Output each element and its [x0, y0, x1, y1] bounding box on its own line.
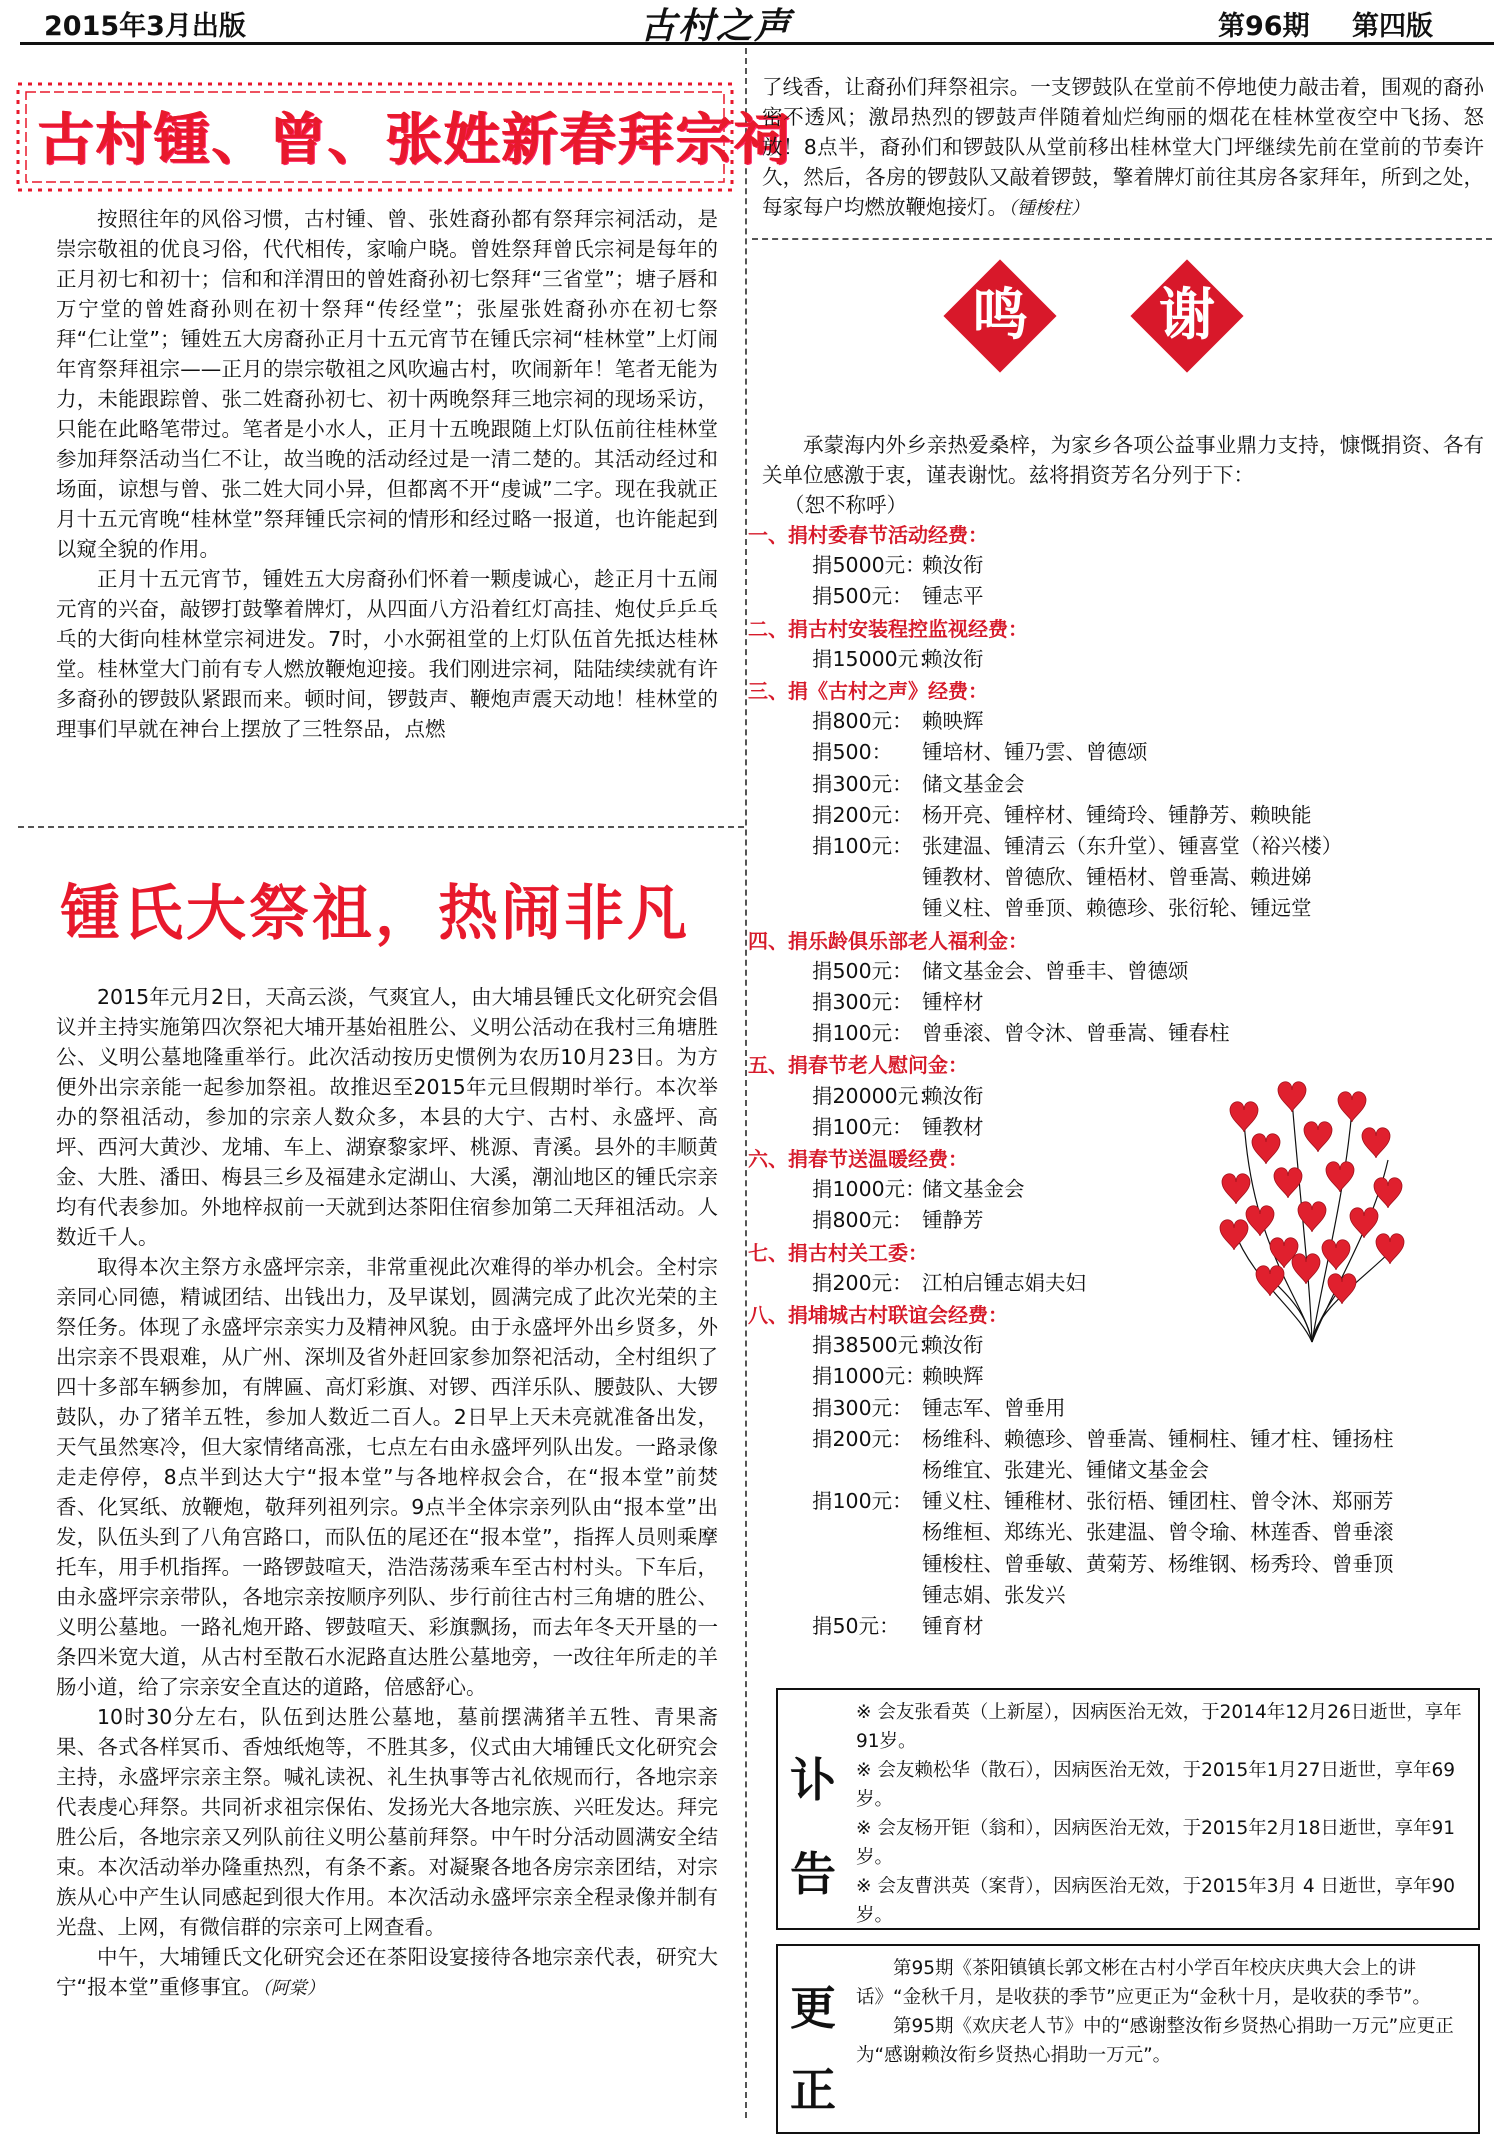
- article2-paragraph: 2015年元月2日，天高云淡，气爽宜人，由大埔县锺氏文化研究会倡议并主持实施第四次祭祀大埔开基始祖胜公、义明公活动在我村三角塘胜公、义明公墓地隆重举行。此次活动按历史惯例为农历10月23日。为方便外出宗亲能一起参加祭祖。故推迟至2015年元旦假期时举行。本次举办的祭祖活动，参加的宗亲人数众多，本县的大宁、古村、永盛坪、高坪、西河大黄沙、龙埔、车上、湖寮黎家坪、桃源、青溪。县外的丰顺黄金、大胜、潘田、梅县三乡及福建永定湖山、大溪，潮汕地区的锺氏宗亲均有代表参加。外地梓叔前一天就到达茶阳住宿参加第二天拜祖活动。人数近千人。: [56, 985, 718, 1249]
- donation-row: [812, 1081, 984, 1111]
- thanks-char-1: 鸣: [972, 283, 1028, 348]
- thanks-intro-text: 承蒙海内外乡亲热爱桑梓，为家乡各项公益事业鼎力支持，慷慨捐资、各有关单位感激于衷，谨表谢忱。兹将捐资芳名分列于下：: [762, 433, 1484, 487]
- donation-row: [812, 706, 984, 736]
- donation-row: [812, 862, 1312, 892]
- donation-category-heading: 三、捐《古村之声》经费：: [748, 679, 988, 703]
- donation-amount: 捐500元：: [812, 958, 913, 983]
- donation-amount: 捐100元：: [812, 834, 913, 858]
- donor-names: 杨开亮、锺梓材、锺绮玲、锺静芳、赖映能: [922, 802, 1312, 827]
- donor-names: 锺静芳: [922, 1208, 984, 1233]
- article2-title: 锺氏大祭祖，热闹非凡: [60, 879, 690, 949]
- page-number: 第四版: [1352, 11, 1433, 42]
- donation-row: [812, 1205, 984, 1235]
- obituary-item: ※ 会友杨开钜（翁和），因病医治无效，于2015年2月18日逝世，享年91岁。: [856, 1818, 1456, 1868]
- obituary-item: ※ 会友曹洪英（案背），因病医治无效，于2015年3月 4 日逝世，享年90岁。: [856, 1876, 1456, 1926]
- publish-date: 2015年3月出版: [44, 11, 246, 42]
- donation-row: [812, 1424, 1394, 1454]
- thanks-intro: [762, 430, 1484, 520]
- donation-row: [812, 737, 1148, 767]
- correction-label-2: 正: [790, 2063, 836, 2117]
- donor-names: 锺志娟、张发兴: [922, 1582, 1066, 1607]
- donation-category-heading: 八、捐埔城古村联谊会经费：: [748, 1303, 1008, 1327]
- donation-row: [812, 1393, 1066, 1423]
- donation-amount: 捐300元：: [812, 990, 913, 1014]
- obituary-list: [856, 1698, 1468, 1930]
- donation-row: [812, 1549, 1394, 1579]
- donation-row: [812, 1580, 1066, 1610]
- donation-amount: 捐1000元：: [812, 1177, 926, 1202]
- section-divider: [752, 238, 1492, 240]
- thanks-char-2: 谢: [1159, 283, 1215, 348]
- article1-continuation: [762, 72, 1484, 224]
- donor-names: 杨维科、赖德珍、曾垂嵩、锺桐柱、锺才柱、锺扬柱: [922, 1426, 1394, 1451]
- thanks-intro-note: （恕不称呼）: [784, 493, 907, 517]
- donation-row: [812, 831, 1342, 861]
- donation-amount: 捐5000元：: [812, 553, 926, 578]
- masthead: 古村之声: [640, 5, 793, 47]
- donor-names: 锺义柱、锺稚材、张衍梧、锺团柱、曾令沐、郑丽芳: [922, 1489, 1394, 1514]
- donation-amount: 捐200元：: [812, 802, 913, 827]
- article1-title: 古村锺、曾、张姓新春拜宗祠: [38, 108, 792, 173]
- correction-item: 第95期《欢庆老人节》中的“感谢整汝衔乡贤热心捐助一万元”应更正为“感谢赖汝衔乡贤热心捐助一万元”。: [856, 2016, 1454, 2066]
- donation-row: [812, 1112, 984, 1142]
- article2-paragraph: 10时30分左右，队伍到达胜公墓地，墓前摆满猪羊五牲、青果斋果、各式各样冥币、香烛纸炮等，不胜其多，仪式由大埔锺氏文化研究会主持，永盛坪宗亲主祭。喊礼读祝、礼生执事等古礼依规而行，各地宗亲代表虔心拜祭。共同祈求祖宗保佑、发扬光大各地宗族、兴旺发达。拜完胜公后，各地宗亲又列队前往义明公墓前拜祭。中午时分活动圆满安全结束。本次活动举办隆重热烈，有条不紊。对凝聚各地各房宗亲团结，对宗族从心中产生认同感起到很大作用。本次活动永盛坪宗亲全程录像并制有光盘、上网，有微信群的宗亲可上网查看。: [56, 1705, 718, 1939]
- donation-row: [812, 1268, 1086, 1298]
- donor-names: 赖汝衔: [922, 553, 984, 578]
- donation-amount: 捐300元：: [812, 1395, 913, 1420]
- donation-row: [812, 1361, 984, 1391]
- donation-amount: 捐100元：: [812, 1489, 913, 1514]
- donor-names: 杨维桓、郑练光、张建温、曾令瑜、林莲香、曾垂滚: [922, 1520, 1394, 1545]
- article2-paragraph: 中午，大埔锺氏文化研究会还在茶阳设宴接待各地宗亲代表，研究大宁“报本堂”重修事宜。: [56, 1945, 718, 1999]
- heart-balloons-icon: [1212, 1080, 1412, 1370]
- donor-names: 锺梭柱、曾垂敏、黄菊芳、杨维钢、杨秀玲、曾垂顶: [922, 1551, 1394, 1576]
- donation-category-heading: 四、捐乐龄俱乐部老人福利金：: [748, 928, 1028, 953]
- donation-amount: 捐50元：: [812, 1614, 900, 1638]
- correction-item: 第95期《茶阳镇镇长郭文彬在古村小学百年校庆庆典大会上的讲话》“金秋千月，是收获的季节”应更正为“金秋十月，是收获的季节”。: [856, 1958, 1431, 2008]
- donation-category-heading: 五、捐春节老人慰问金：: [748, 1053, 968, 1078]
- donation-amount: 捐100元：: [812, 1021, 913, 1046]
- donor-names: 锺志平: [922, 584, 984, 609]
- donation-row: [812, 581, 984, 611]
- donor-names: 赖汝衔: [922, 1083, 984, 1108]
- donation-row: [812, 1455, 1209, 1485]
- obituary-item: ※ 会友赖松华（散石），因病医治无效，于2015年1月27日逝世，享年69岁。: [856, 1760, 1456, 1810]
- article1-paragraph: 正月十五元宵节，锺姓五大房裔孙们怀着一颗虔诚心，趁正月十五闹元宵的兴奋，敲锣打鼓擎着牌灯，从四面八方沿着红灯高挂、炮仗乒乒乓乓的大街向桂林堂宗祠进发。7时，小水弼祖堂的上灯队伍首先抵达桂林堂。桂林堂大门前有专人燃放鞭炮迎接。我们刚进宗祠，陆陆续续就有许多裔孙的锣鼓队紧跟而来。顿时间，锣鼓声、鞭炮声震天动地！桂林堂的理事们早就在神台上摆放了三牲祭品，点燃: [56, 567, 718, 741]
- donation-category-heading: 一、捐村委春节活动经费：: [748, 523, 988, 547]
- donation-amount: 捐15000元：: [812, 646, 939, 671]
- column-divider: [745, 48, 747, 2118]
- obituary-label-2: 告: [790, 1847, 836, 1901]
- correction-list: [856, 1954, 1468, 2070]
- donation-row: [812, 956, 1189, 986]
- donation-amount: 捐200元：: [812, 1426, 913, 1451]
- donation-row: [812, 1611, 984, 1641]
- article1-continuation-text: 了线香，让裔孙们拜祭祖宗。一支锣鼓队在堂前不停地使力敲击着，围观的裔孙密不透风；激昂热烈的锣鼓声伴随着灿烂绚丽的烟花在桂林堂夜空中飞扬、怒放！8点半，裔孙们和锣鼓队从堂前移出桂林堂大门坪继续先前在堂前的节奏许久，然后，各房的锣鼓队又敲着锣鼓，擎着牌灯前往其房各家拜年，所到之处，每家每户均燃放鞭炮接灯。: [762, 75, 1484, 219]
- donation-row: [812, 1018, 1230, 1048]
- donation-amount: 捐300元：: [812, 771, 913, 796]
- donation-amount: 捐38500元：: [812, 1333, 939, 1358]
- donation-row: [812, 800, 1312, 830]
- donor-names: 锺梓材: [922, 990, 984, 1014]
- donor-names: 锺志军、曾垂用: [922, 1395, 1066, 1420]
- donation-amount: 捐200元：: [812, 1270, 913, 1295]
- donation-category-heading: 七、捐古村关工委：: [748, 1240, 928, 1265]
- donor-names: 杨维宜、张建光、锺储文基金会: [922, 1458, 1209, 1482]
- donor-names: 赖映辉: [922, 709, 984, 734]
- donation-amount: 捐100元：: [812, 1114, 913, 1139]
- donor-names: 赖映辉: [922, 1364, 984, 1389]
- donation-row: [812, 550, 984, 580]
- donation-category-heading: 六、捐春节送温暖经费：: [748, 1147, 968, 1171]
- donor-names: 锺培材、锺乃雲、曾德颂: [922, 740, 1148, 765]
- donation-row: [812, 987, 984, 1017]
- donor-names: 储文基金会、曾垂丰、曾德颂: [922, 958, 1189, 983]
- article1-signature: （锺梭柱）: [1008, 198, 1089, 219]
- donor-names: 储文基金会: [922, 771, 1025, 796]
- donor-names: 储文基金会: [922, 1177, 1025, 1202]
- article1-body: [56, 204, 718, 744]
- donor-names: 江柏启锺志娟夫妇: [922, 1270, 1086, 1295]
- donor-names: 锺教材: [922, 1114, 984, 1139]
- donor-names: 锺教材、曾德欣、锺梧材、曾垂嵩、赖进娣: [922, 865, 1312, 890]
- donation-row: [812, 1330, 984, 1360]
- donation-category-heading: 二、捐古村安装程控监视经费：: [748, 616, 1028, 641]
- donor-names: 张建温、锺清云（东升堂）、锺喜堂（裕兴楼）: [922, 834, 1343, 858]
- article2-paragraph: 取得本次主祭方永盛坪宗亲，非常重视此次难得的举办机会。全村宗亲同心同德，精诚团结、出钱出力，及早谋划，圆满完成了此次光荣的主祭任务。体现了永盛坪宗亲实力及精神风貌。由于永盛坪外出乡贤多，外出宗亲不畏艰难，从广州、深圳及省外赶回家参加祭祀活动，全村组织了四十多部车辆参加，有牌匾、高灯彩旗、对锣、西洋乐队、腰鼓队、大锣鼓队，办了猪羊五牲，参加人数近二百人。2日早上天未亮就准备出发，天气虽然寒冷，但大家情绪高涨，七点左右由永盛坪列队出发。一路录像走走停停，8点半到达大宁“报本堂”与各地梓叔会合，在“报本堂”前焚香、化冥纸、放鞭炮，敬拜列祖列宗。9点半全体宗亲列队由“报本堂”出发，队伍头到了八角宫路口，而队伍的尾还在“报本堂”，指挥人员则乘摩托车，用手机指挥。一路锣鼓喧天，浩浩荡荡乘车至古村村头。下车后，由永盛坪宗亲带队，各地宗亲按顺序列队、步行前往古村三角塘的胜公、义明公墓地。一路礼炮开路、锣鼓喧天、彩旗飘扬，而去年冬天开垦的一条四米宽大道，从古村至散石水泥路直达胜公墓地旁，一改往年所走的羊肠小道，给了宗亲安全直达的道路，倍感舒心。: [56, 1255, 718, 1699]
- donation-amount: 捐800元：: [812, 709, 913, 734]
- donation-amount: 捐1000元：: [812, 1364, 926, 1389]
- donation-amount: 捐20000元：: [812, 1083, 939, 1108]
- donation-row: [812, 1517, 1394, 1547]
- donation-row: [812, 769, 1025, 799]
- donation-row: [812, 644, 984, 674]
- donor-names: 锺育材: [922, 1614, 984, 1638]
- article2-signature: （阿棠）: [261, 1978, 325, 1999]
- article-divider: [18, 826, 744, 828]
- obituary-label-1: 讣: [790, 1753, 836, 1807]
- obituary-item: ※ 会友张看英（上新屋），因病医治无效，于2014年12月26日逝世，享年91岁。: [856, 1702, 1462, 1752]
- issue-number: 第96期: [1218, 11, 1310, 42]
- donation-amount: 捐500：: [812, 740, 893, 765]
- correction-label-1: 更: [790, 1981, 836, 2035]
- donation-amount: 捐500元：: [812, 584, 913, 609]
- page-header: [0, 0, 1508, 52]
- donor-names: 赖汝衔: [922, 646, 984, 671]
- donor-names: 锺义柱、曾垂顶、赖德珍、张衍轮、锺远堂: [922, 896, 1312, 921]
- header-rule: [20, 42, 1494, 45]
- article2-body: [56, 982, 718, 2004]
- donation-row: [812, 1174, 1025, 1204]
- donation-amount: 捐800元：: [812, 1208, 913, 1233]
- donation-row: [812, 1486, 1394, 1516]
- donation-row: [812, 893, 1312, 923]
- article1-paragraph: 按照往年的风俗习惯，古村锺、曾、张姓裔孙都有祭拜宗祠活动，是崇宗敬祖的优良习俗，代代相传，家喻户晓。曾姓祭拜曾氏宗祠是每年的正月初七和初十；信和和洋渭田的曾姓裔孙初七祭拜“三省堂”；塘子唇和万宁堂的曾姓裔孙则在初十祭拜“传经堂”；张屋张姓裔孙亦在初七祭拜“仁让堂”；锺姓五大房裔孙正月十五元宵节在锺氏宗祠“桂林堂”上灯闹年宵祭拜祖宗——正月的崇宗敬祖之风吹遍古村，吹闹新年！笔者无能为力，未能跟踪曾、张二姓裔孙初七、初十两晚祭拜三地宗祠的现场采访，只能在此略笔带过。笔者是小水人，正月十五晚跟随上灯队伍前往桂林堂参加拜祭活动当仁不让，故当晚的活动经过是一清二楚的。其活动经过和场面，谅想与曾、张二姓大同小异，但都离不开“虔诚”二字。现在我就正月十五元宵晚“桂林堂”祭拜锺氏宗祠的情形和经过略一报道，也许能起到以窥全貌的作用。: [56, 207, 718, 561]
- donor-names: 赖汝衔: [922, 1333, 984, 1358]
- donor-names: 曾垂滚、曾令沐、曾垂嵩、锺春柱: [922, 1021, 1230, 1046]
